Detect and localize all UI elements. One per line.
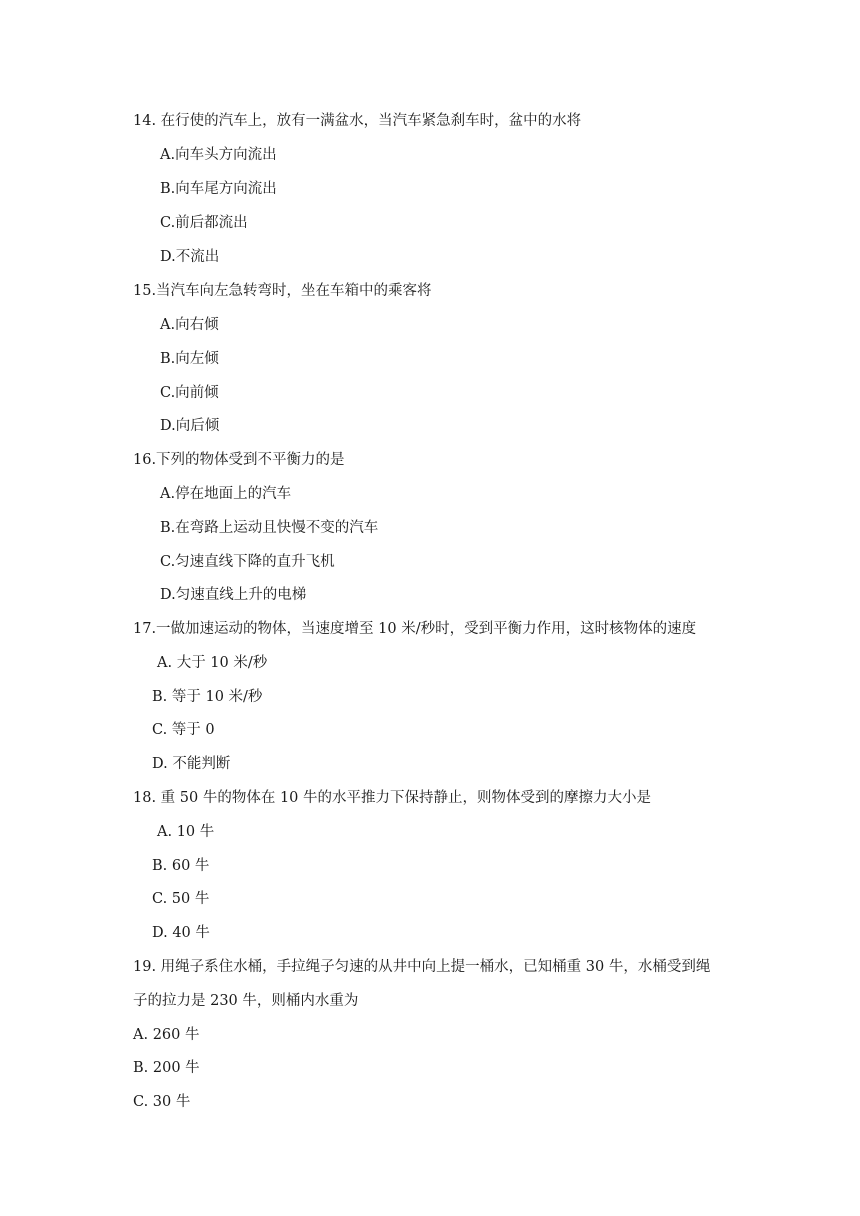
question-16-option-a: A.停在地面上的汽车 [160,486,292,502]
question-18-option-a: A. 10 牛 [157,824,215,840]
question-17-stem: 17.一做加速运动的物体，当速度增至 10 米/秒时，受到平衡力作用，这时核物体的速度 [133,621,697,637]
question-14-option-a: A.向车头方向流出 [160,147,277,163]
question-15-option-d: D.向后倾 [160,418,220,434]
question-19-option-b: B. 200 牛 [133,1060,200,1076]
question-19-stem-line-1: 19. 用绳子系住水桶，手拉绳子匀速的从井中向上提一桶水，已知桶重 30 牛，水桶受到绳 [133,959,711,975]
question-15-stem: 15.当汽车向左急转弯时，坐在车箱中的乘客将 [133,283,432,299]
question-16-option-d: D.匀速直线上升的电梯 [160,587,307,603]
question-16-stem: 16.下列的物体受到不平衡力的是 [133,452,345,468]
question-15-option-c: C.向前倾 [160,385,219,401]
question-18-option-c: C. 50 牛 [152,891,210,907]
question-15-option-b: B.向左倾 [160,351,219,367]
question-14-option-c: C.前后都流出 [160,215,248,231]
question-19-option-c: C. 30 牛 [133,1094,191,1110]
question-17-option-b: B. 等于 10 米/秒 [152,689,263,705]
question-19-stem-line-2: 子的拉力是 230 牛，则桶内水重为 [133,993,359,1009]
question-18-option-b: B. 60 牛 [152,858,210,874]
question-19-option-a: A. 260 牛 [133,1027,200,1043]
question-14-option-b: B.向车尾方向流出 [160,181,277,197]
question-17-option-c: C. 等于 0 [152,722,215,738]
question-14-stem: 14. 在行使的汽车上，放有一满盆水，当汽车紧急刹车时，盆中的水将 [133,113,582,129]
question-17-option-d: D. 不能判断 [152,756,231,772]
question-16-option-c: C.匀速直线下降的直升飞机 [160,554,335,570]
question-18-stem: 18. 重 50 牛的物体在 10 牛的水平推力下保持静止，则物体受到的摩擦力大小是 [133,790,652,806]
question-15-option-a: A.向右倾 [160,317,219,333]
question-18-option-d: D. 40 牛 [152,925,210,941]
question-14-option-d: D.不流出 [160,249,220,265]
question-16-option-b: B.在弯路上运动且快慢不变的汽车 [160,520,379,536]
question-17-option-a: A. 大于 10 米/秒 [157,655,268,671]
